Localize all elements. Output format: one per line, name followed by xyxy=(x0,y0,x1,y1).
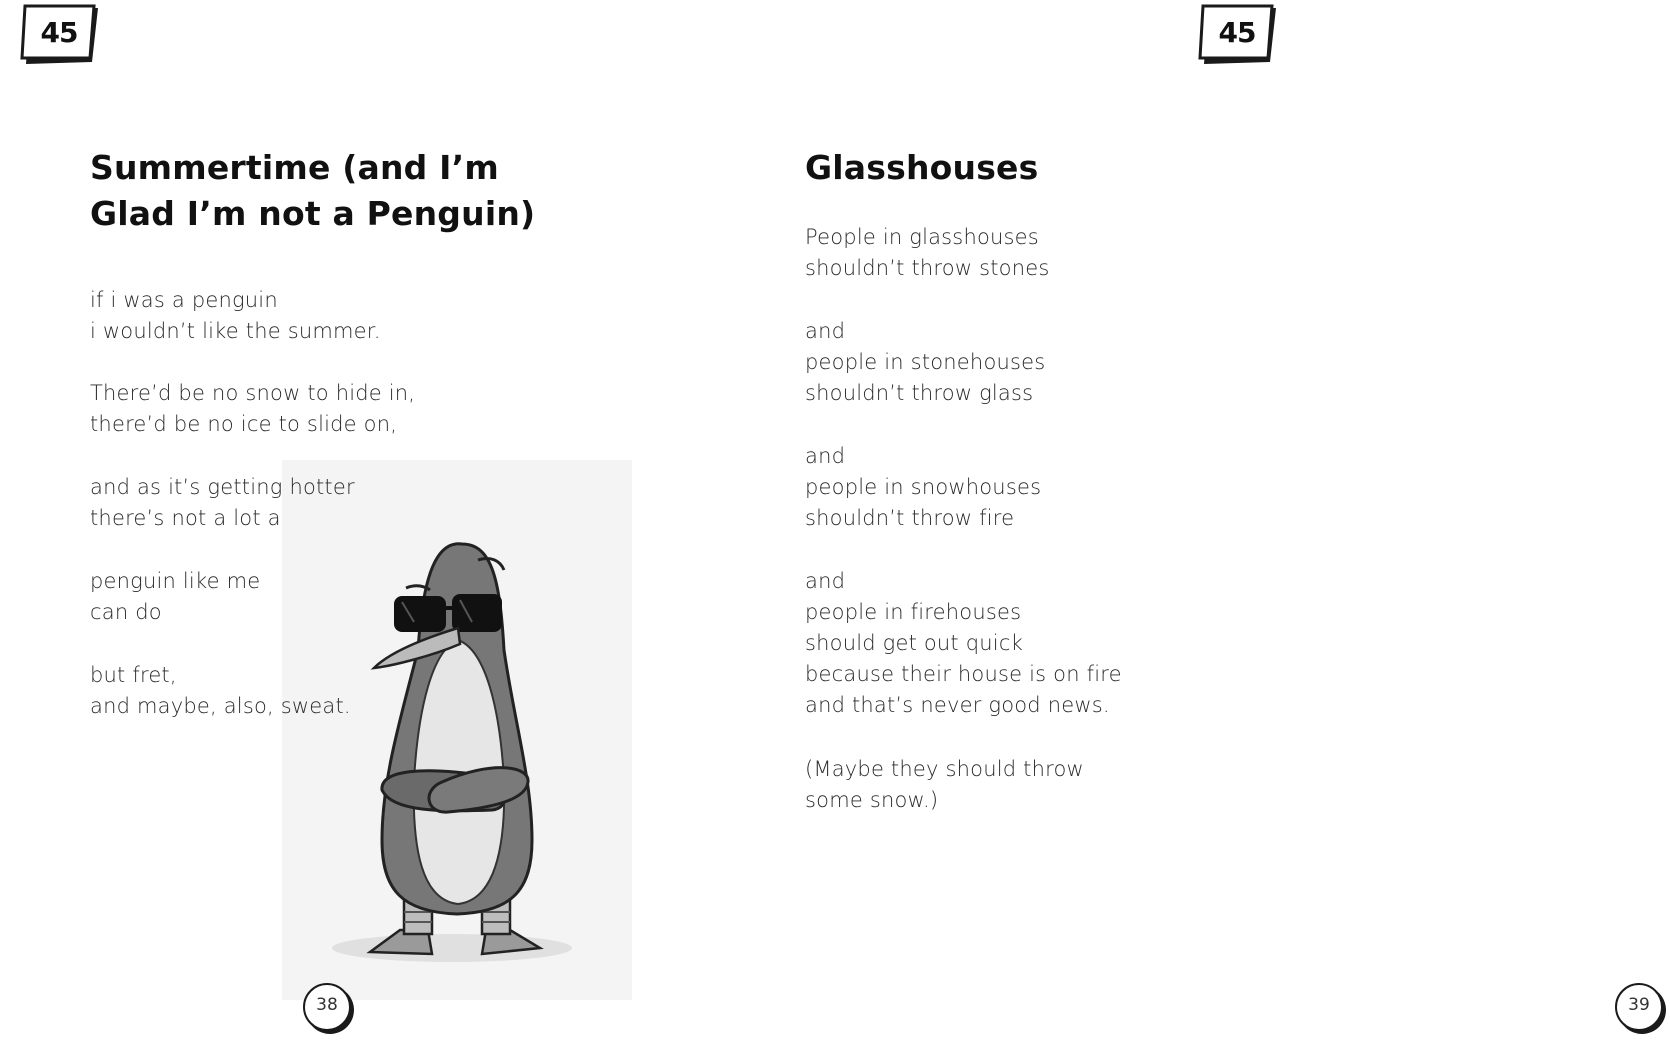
stanza xyxy=(805,754,1084,816)
page-number-left xyxy=(302,982,352,1032)
poem-line: because their house is on fire xyxy=(805,662,1122,686)
page-number-text: 38 xyxy=(316,995,338,1015)
poem-line: There’d be no snow to hide in, xyxy=(90,381,416,405)
poem-line: penguin like me xyxy=(90,569,261,593)
poem-line: people in snowhouses xyxy=(805,475,1042,499)
stanza xyxy=(805,316,1045,409)
poem-line: if i was a penguin xyxy=(90,288,278,312)
poem-line: and as it’s getting hotter xyxy=(90,475,355,499)
stanza xyxy=(90,378,415,440)
poem-line: shouldn’t throw glass xyxy=(805,381,1034,405)
stanza xyxy=(805,222,1049,284)
poem-line: some snow.) xyxy=(805,788,939,812)
poem-line: (Maybe they should throw xyxy=(805,757,1084,781)
poem-line: can do xyxy=(90,600,162,624)
poem-line: should get out quick xyxy=(805,631,1023,655)
stanza xyxy=(805,566,1122,721)
poem-line: shouldn’t throw stones xyxy=(805,256,1050,280)
penguin-sunglasses-icon xyxy=(282,460,632,1000)
poem-line: people in firehouses xyxy=(805,600,1022,624)
poem-title-glasshouses: Glasshouses xyxy=(805,148,1039,187)
poem-line: and xyxy=(805,444,846,468)
poem-line: there’d be no ice to slide on, xyxy=(90,412,398,436)
poem-line: people in stonehouses xyxy=(805,350,1046,374)
stanza xyxy=(90,285,381,347)
stanza xyxy=(90,660,351,722)
page-number-text: 39 xyxy=(1628,995,1650,1015)
poem-line: i wouldn’t like the summer. xyxy=(90,319,381,343)
chapter-number-left: 45 xyxy=(40,16,78,49)
left-page xyxy=(0,0,656,1052)
poem-line: People in glasshouses xyxy=(805,225,1039,249)
poem-line: and xyxy=(805,319,846,343)
poem-line: and that’s never good news. xyxy=(805,693,1110,717)
poem-line: and maybe, also, sweat. xyxy=(90,694,351,718)
stanza xyxy=(805,441,1041,534)
page-number-right xyxy=(1614,982,1664,1032)
penguin-illustration xyxy=(282,460,632,1000)
poem-line: but fret, xyxy=(90,663,177,687)
stanza xyxy=(90,472,355,534)
poem-line: and xyxy=(805,569,846,593)
right-page xyxy=(656,0,1650,1052)
poem-line: there’s not a lot a xyxy=(90,506,281,530)
stanza xyxy=(90,566,260,628)
poem-line: shouldn’t throw fire xyxy=(805,506,1015,530)
poem-title-summertime: Summertime (and I’m Glad I’m not a Penguin) xyxy=(90,148,536,233)
chapter-number-right: 45 xyxy=(1218,16,1256,49)
